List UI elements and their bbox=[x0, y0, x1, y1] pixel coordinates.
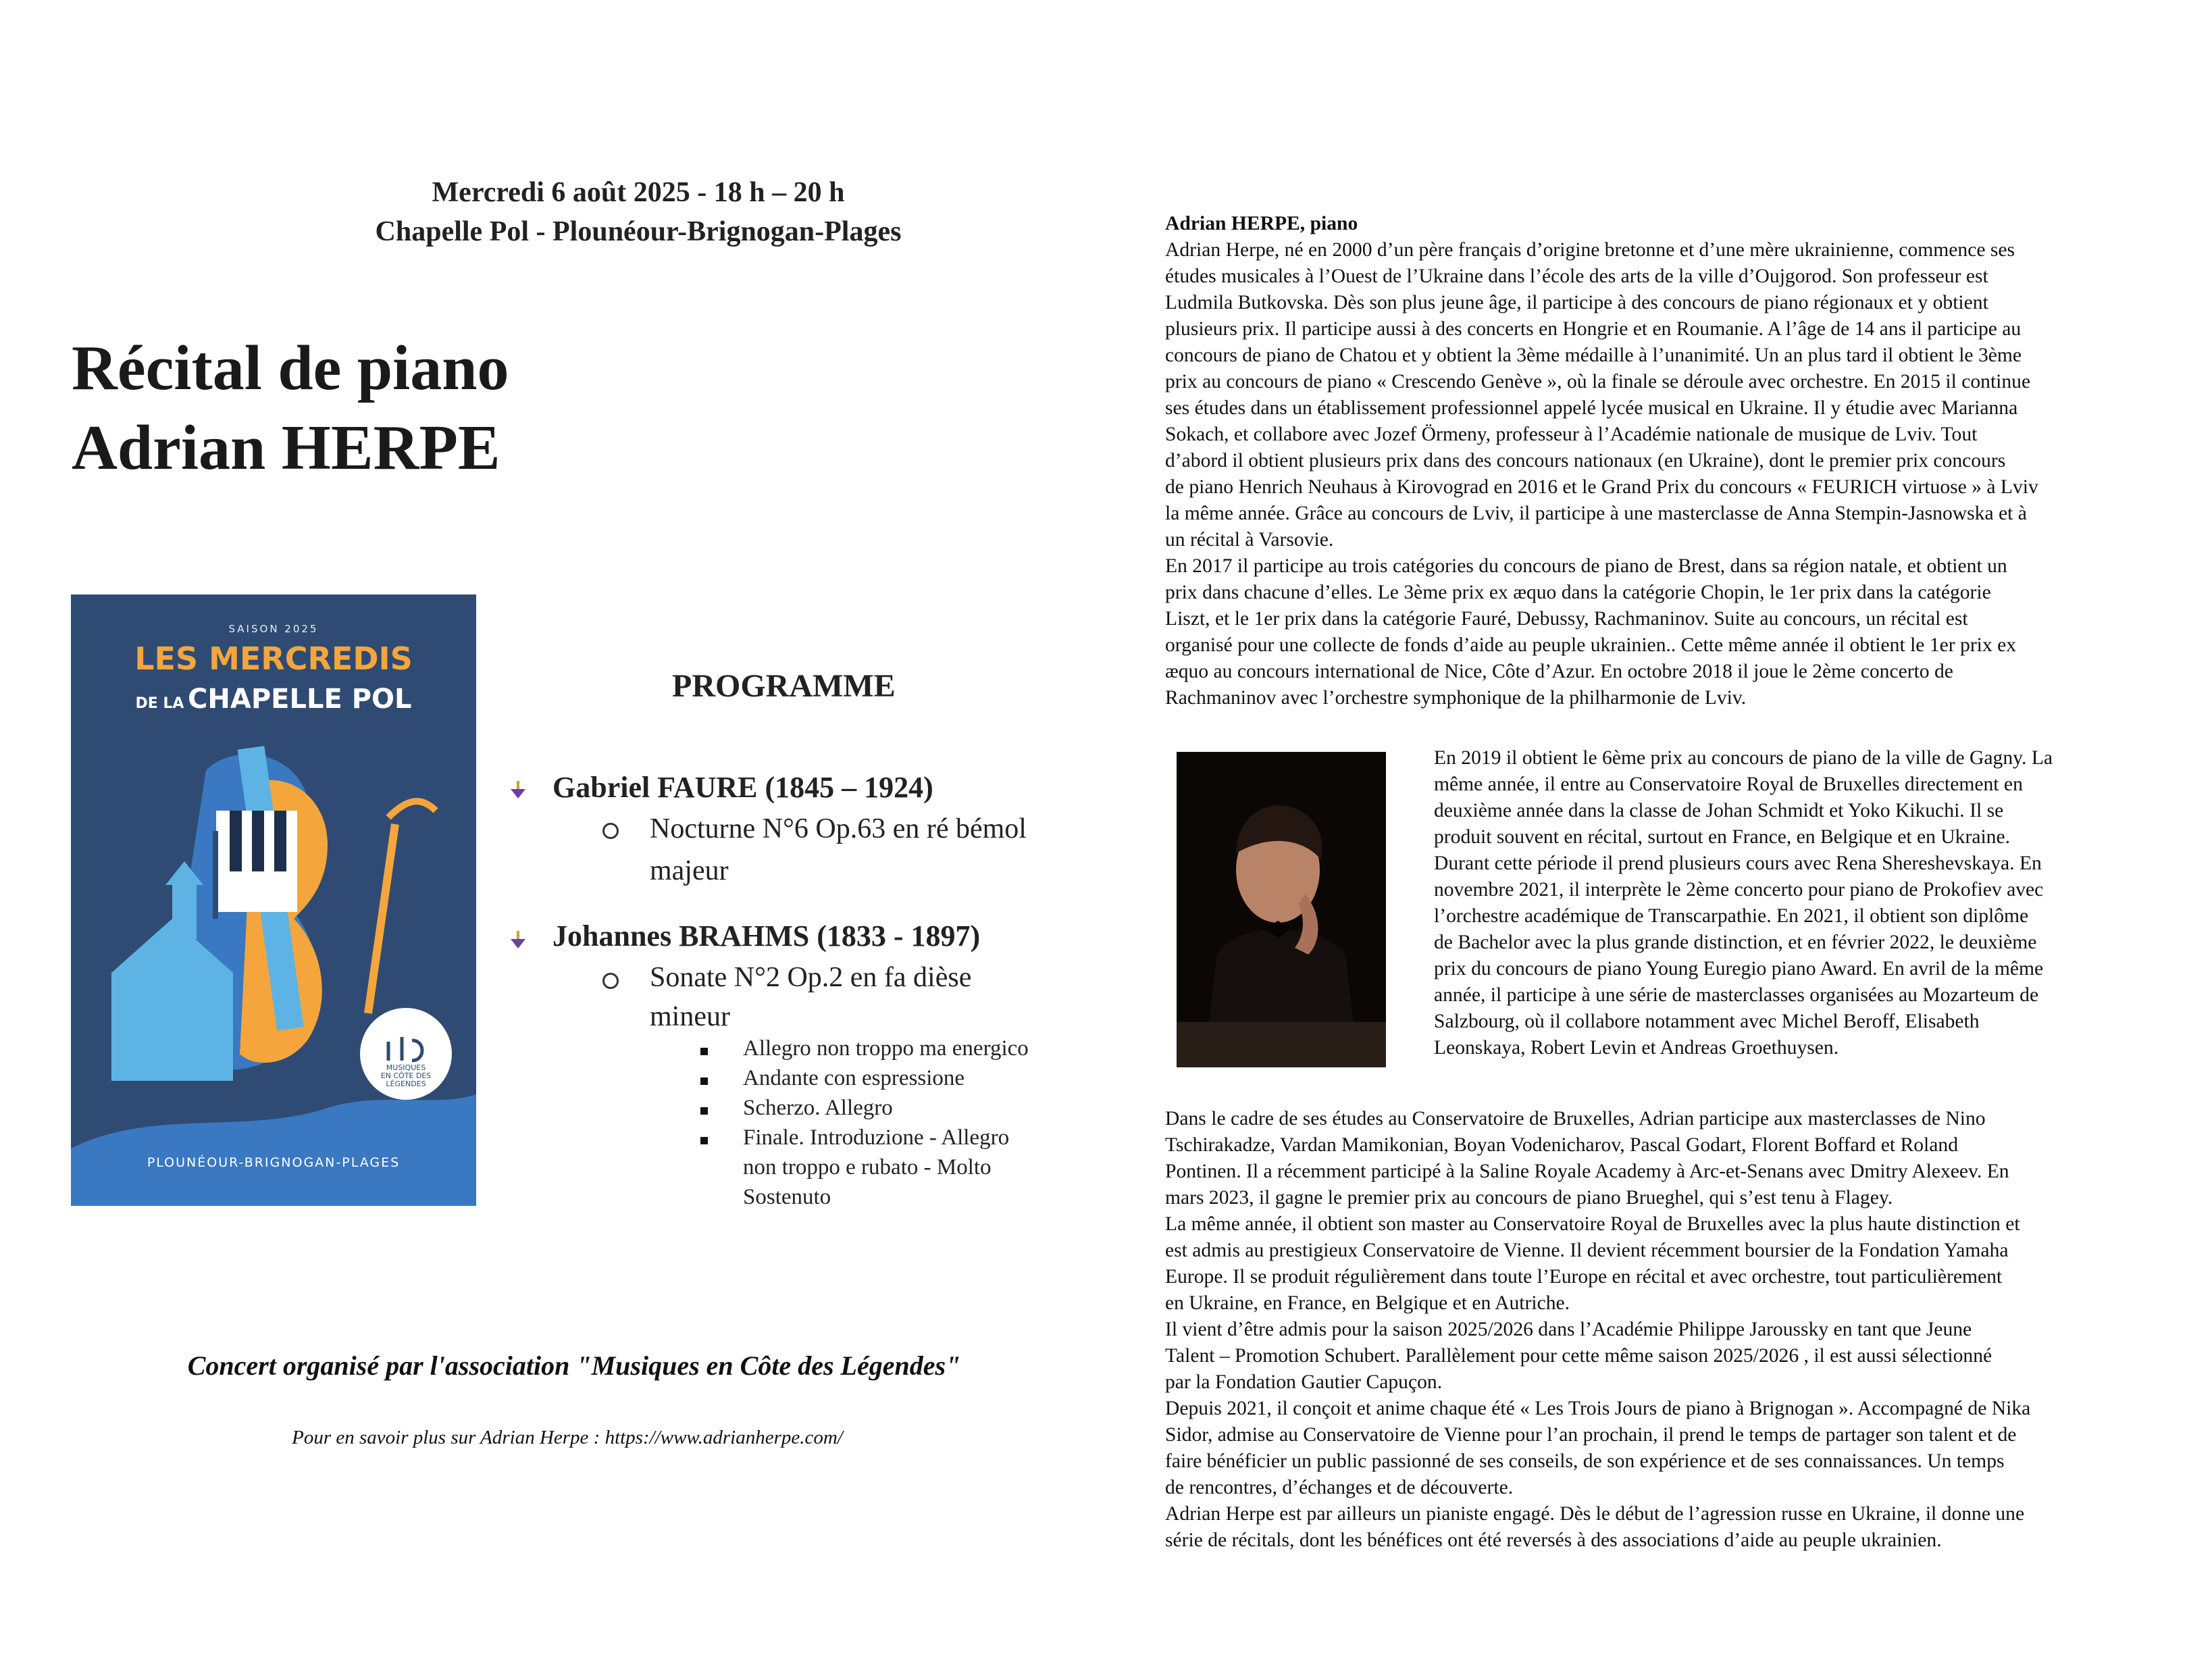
movement-1: Allegro non troppo ma energico bbox=[743, 1036, 1029, 1061]
circle-bullet-icon bbox=[602, 973, 619, 989]
bio-line: de rencontres, d’échanges et de découverte. bbox=[1165, 1477, 1514, 1498]
arrow-bullet-icon bbox=[508, 780, 528, 800]
bio-line: études musicales à l’Ouest de l’Ukraine dans l’école des arts de la ville d’Oujgorod. Son professeur est bbox=[1165, 265, 1988, 287]
bio-line: prix dans chacune d’elles. Le 3ème prix ex æquo dans la catégorie Chopin, le 1er prix dans la catégorie bbox=[1165, 582, 1991, 603]
logo-text-line3: LÉGENDES bbox=[386, 1080, 426, 1088]
bio-line: En 2017 il participe au trois catégories du concours de piano de Brest, dans sa région natale, et obtient un bbox=[1165, 555, 2007, 577]
bio-line: Sidor, admise au Conservatoire de Vienne pour l’an prochain, il prend le temps de partager son talent et de bbox=[1165, 1424, 2017, 1446]
composer-faure: Gabriel FAURE (1845 – 1924) bbox=[552, 771, 933, 804]
movement-3: Scherzo. Allegro bbox=[743, 1096, 893, 1120]
bio-line: æquo au concours international de Nice, Côte d’Azur. En octobre 2018 il joue le 2ème concerto de bbox=[1165, 661, 1953, 682]
square-bullet-icon bbox=[700, 1048, 708, 1055]
bio-line: mars 2023, il gagne le premier prix au concours de piano Brueghel, qui s’est tenu à Flagey. bbox=[1165, 1187, 1893, 1209]
organiser-note: Concert organisé par l'association "Musiques en Côte des Légendes" bbox=[187, 1350, 961, 1381]
poster-season: SAISON 2025 bbox=[228, 623, 319, 635]
square-bullet-icon bbox=[700, 1077, 708, 1085]
bio-line: Rachmaninov avec l’orchestre symphonique de la philharmonie de Lviv. bbox=[1165, 687, 1747, 709]
more-info-link[interactable]: Pour en savoir plus sur Adrian Herpe : https://www.adrianherpe.com/ bbox=[292, 1427, 843, 1448]
portrait-image bbox=[1177, 752, 1386, 1067]
bio-line: Europe. Il se produit régulièrement dans toute l’Europe en récital et avec orchestre, tout particulièrement bbox=[1165, 1266, 2003, 1288]
bio-block-1 bbox=[1165, 211, 2151, 711]
poster-title-line1: LES MERCREDIS bbox=[134, 640, 413, 677]
movement-4-line3: Sostenuto bbox=[743, 1185, 831, 1209]
bio-line: un récital à Varsovie. bbox=[1165, 529, 1334, 551]
season-poster bbox=[71, 594, 476, 1206]
bio-line: d’abord il obtient plusieurs prix dans des concours nationaux (en Ukraine), dont le premier prix concours bbox=[1165, 450, 2006, 472]
bio-line: concours de piano de Chatou et y obtient la 3ème médaille à l’unanimité. Un an plus tard il obtient le 3ème bbox=[1165, 345, 2022, 366]
bio-line: Dans le cadre de ses études au Conservatoire de Bruxelles, Adrian participe aux masterclasses de Nino bbox=[1165, 1108, 1986, 1129]
programme-heading: PROGRAMME bbox=[672, 668, 896, 704]
work-faure-line2: majeur bbox=[650, 855, 729, 886]
bio-line: Depuis 2021, il conçoit et anime chaque été « Les Trois Jours de piano à Brignogan ». Accompagné de Nika bbox=[1165, 1398, 2031, 1419]
bio-block-3 bbox=[1165, 1106, 2158, 1554]
bio-line: de piano Henrich Neuhaus à Kirovograd en 2016 et le Grand Prix du concours « FEURICH virtuose » à Lviv bbox=[1165, 476, 2038, 498]
square-bullet-icon bbox=[700, 1137, 708, 1144]
bio-line: Liszt, et le 1er prix dans la catégorie Fauré, Debussy, Rachmaninov. Suite au concours, un récital est bbox=[1165, 608, 1968, 630]
bio-line: Durant cette période il prend plusieurs cours avec Rena Shereshevskaya. En bbox=[1434, 853, 2042, 874]
movement-4-line1: Finale. Introduzione - Allegro bbox=[743, 1125, 1010, 1150]
bio-line: prix au concours de piano « Crescendo Genève », où la finale se déroule avec orchestre. En 2015 il continue bbox=[1165, 371, 2031, 392]
bio-line: Il vient d’être admis pour la saison 2025/2026 dans l’Académie Philippe Jaroussky en tant que Jeune bbox=[1165, 1319, 1972, 1340]
poster-title-big: CHAPELLE POL bbox=[188, 684, 412, 715]
poster-title-line2 bbox=[71, 684, 476, 715]
poster-town: PLOUNÉOUR-BRIGNOGAN-PLAGES bbox=[147, 1155, 401, 1170]
bio-heading: Adrian HERPE, piano bbox=[1165, 213, 1358, 234]
bio-line: En 2019 il obtient le 6ème prix au concours de piano de la ville de Gagny. La bbox=[1434, 747, 2053, 769]
bio-line: ses études dans un établissement professionnel appelé lycée musical en Ukraine. Il y étudie avec Marianna bbox=[1165, 397, 2018, 419]
bio-line: Pontinen. Il a récemment participé à la Saline Royale Academy à Arc-et-Senans avec Dmitry Alexeev. En bbox=[1165, 1161, 2009, 1182]
bio-line: série de récitals, dont les bénéfices ont été reversés à des associations d’aide au peuple ukrainien. bbox=[1165, 1529, 1942, 1551]
logo-text-line1: MUSIQUES bbox=[386, 1063, 426, 1072]
work-brahms-line2: mineur bbox=[650, 1001, 730, 1032]
circle-bullet-icon bbox=[602, 823, 619, 839]
bio-paragraph-2 bbox=[1434, 745, 2157, 1061]
bio-line: novembre 2021, il interprète le 2ème concerto pour piano de Prokofiev avec bbox=[1434, 879, 2044, 900]
work-brahms-line1: Sonate N°2 Op.2 en fa dièse bbox=[650, 962, 972, 993]
bio-line: l’orchestre académique de Transcarpathie. En 2021, il obtient son diplôme bbox=[1434, 905, 2029, 927]
trombone-slide bbox=[368, 824, 395, 1013]
bio-line: en Ukraine, en France, en Belgique et en Autriche. bbox=[1165, 1292, 1570, 1314]
bio-line: Talent – Promotion Schubert. Parallèlement pour cette même saison 2025/2026 , il est aussi sélectionné bbox=[1165, 1345, 1992, 1367]
bio-line: par la Fondation Gautier Capuçon. bbox=[1165, 1371, 1443, 1393]
bio-line: organisé pour une collecte de fonds d’aide au peuple ukrainien.. Cette même année il obtient le 1er prix ex bbox=[1165, 634, 2017, 656]
arrow-bullet-icon bbox=[508, 930, 528, 950]
square-bullet-icon bbox=[700, 1107, 708, 1115]
event-venue-line: Chapelle Pol - Plounéour-Brignogan-Plages bbox=[375, 216, 902, 247]
bio-line: prix du concours de piano Young Euregio piano Award. En avril de la même bbox=[1434, 958, 2044, 980]
performer-photo bbox=[1177, 752, 1386, 1067]
work-faure bbox=[650, 808, 1082, 892]
association-logo-text bbox=[365, 1064, 446, 1088]
bio-line: Sokach, et collabore avec Jozef Örmeny, professeur à l’Académie nationale de musique de Lviv. Tout bbox=[1165, 424, 1978, 445]
bio-line: est admis au prestigieux Conservatoire de Vienne. Il devient récemment boursier de la Fondation Yamaha bbox=[1165, 1240, 2009, 1261]
bio-block-2 bbox=[1434, 745, 2157, 1061]
bio-line: la même année. Grâce au concours de Lviv, il participe à une masterclasse de Anna Stempin-Jasnowska et à bbox=[1165, 503, 2027, 524]
movement-4 bbox=[743, 1123, 1094, 1212]
recital-title: Récital de piano bbox=[72, 333, 509, 403]
bio-line: produit souvent en récital, surtout en France, en Belgique et en Ukraine. bbox=[1434, 826, 2011, 848]
bio-line: Adrian Herpe, né en 2000 d’un père français d’origine bretonne et d’une mère ukrainienne, commence ses bbox=[1165, 239, 2015, 261]
performer-title: Adrian HERPE bbox=[72, 413, 500, 483]
bio-paragraph-1 bbox=[1165, 237, 2151, 711]
bio-line: Salzbourg, où il collabore notamment avec Michel Beroff, Elisabeth bbox=[1434, 1011, 1980, 1032]
waves-shape bbox=[71, 1094, 476, 1206]
bio-line: plusieurs prix. Il participe aussi à des concerts en Hongrie et en Roumanie. A l’âge de 14 ans il participe au bbox=[1165, 318, 2022, 340]
bio-line: même année, il entre au Conservatoire Royal de Bruxelles directement en bbox=[1434, 773, 2023, 795]
bio-line: de Bachelor avec la plus grande distinction, et en février 2022, le deuxième bbox=[1434, 932, 2037, 953]
composer-brahms: Johannes BRAHMS (1833 - 1897) bbox=[552, 919, 981, 953]
bio-line: Ludmila Butkovska. Dès son plus jeune âge, il participe à des concours de piano régionaux et y obtient bbox=[1165, 292, 1988, 313]
bio-paragraph-3 bbox=[1165, 1106, 2158, 1554]
movement-4-line2: non troppo e rubato - Molto bbox=[743, 1155, 992, 1179]
poster-title-small: DE LA bbox=[135, 695, 184, 712]
bio-line: Tschirakadze, Vardan Mamikonian, Boyan Vodenicharov, Pascal Godart, Florent Boffard et Roland bbox=[1165, 1134, 1958, 1156]
bio-line: faire bénéficier un public passionné de ses conseils, de son expérience et de ses connaissances. Un temps bbox=[1165, 1450, 2005, 1472]
bio-line: année, il participe à une série de masterclasses organisées au Mozarteum de bbox=[1434, 984, 2039, 1006]
bio-line: deuxième année dans la classe de Johan Schmidt et Yoko Kikuchi. Il se bbox=[1434, 800, 2004, 821]
event-date-line: Mercredi 6 août 2025 - 18 h – 20 h bbox=[432, 177, 845, 208]
movement-2: Andante con espressione bbox=[743, 1066, 965, 1090]
logo-text-line2: EN CÔTE DES bbox=[380, 1071, 432, 1080]
bio-line: Leonskaya, Robert Levin et Andreas Groethuysen. bbox=[1434, 1037, 1839, 1059]
bio-line: La même année, il obtient son master au Conservatoire Royal de Bruxelles avec la plus haute distinction et bbox=[1165, 1213, 2020, 1235]
bio-line: Adrian Herpe est par ailleurs un pianiste engagé. Dès le début de l’agression russe en Ukraine, il donne une bbox=[1165, 1503, 2025, 1525]
work-brahms bbox=[650, 958, 1082, 1036]
work-faure-line1: Nocturne N°6 Op.63 en ré bémol bbox=[650, 813, 1027, 844]
